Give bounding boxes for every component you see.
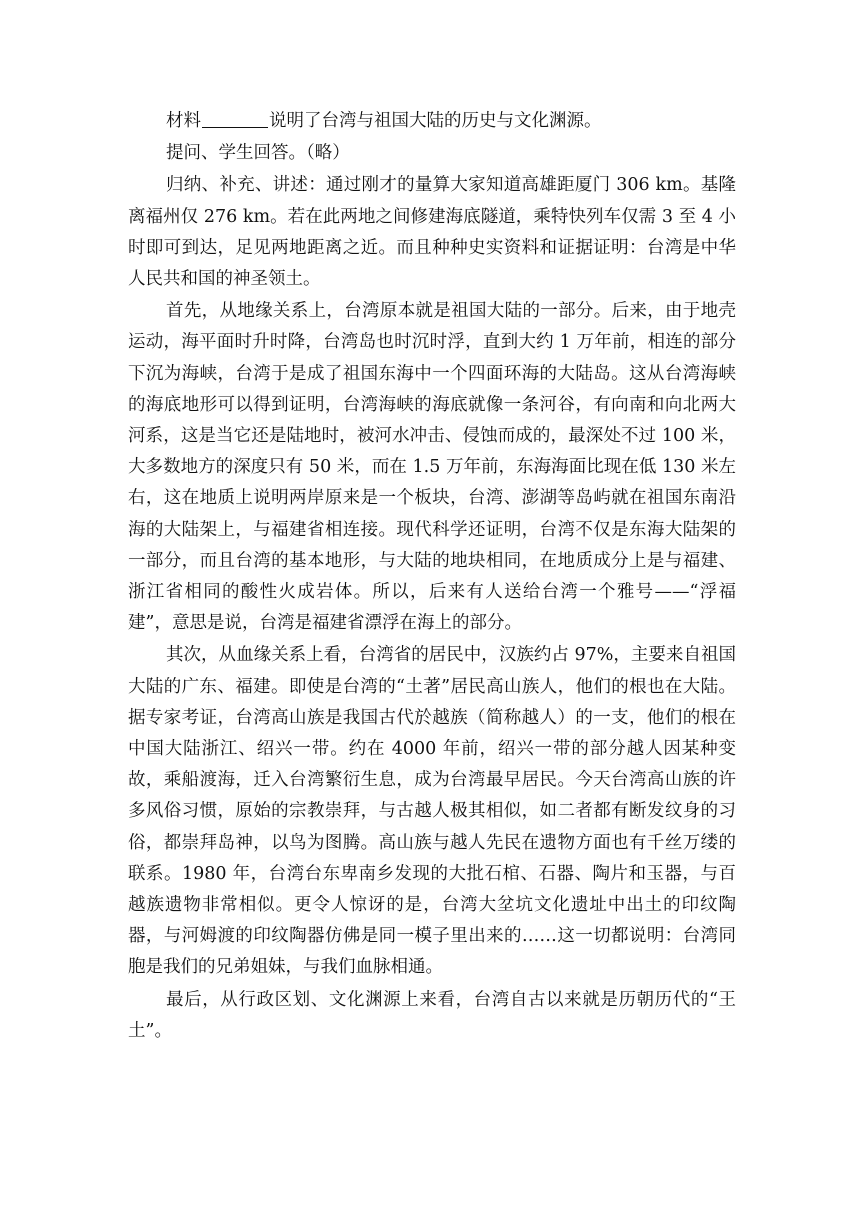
document-body <box>128 106 736 1047</box>
material-label: 材料 <box>166 111 201 131</box>
question-paragraph: 提问、学生回答。（略） <box>166 143 350 164</box>
geography-paragraph: 首先，从地缘关系上，台湾原本就是祖国大陆的一部分。后来，由于地壳运动，海平面时升时降，台湾岛也时沉时浮，直到大约 1 万年前，相连的部分下沉为海峡，台湾于是成了祖国东海中一个四面环海的大陆岛。这从台湾海峡的海底地形可以得到证明，台湾海峡的海底就像一条河谷，有向南和向北两大河系，这是当它还是陆地时，被河水冲击、侵蚀而成的，最深处不过 100 米，大多数地方的深度只有 50 米，而在 1.5 万年前，东海海面比现在低 130 米左右，这在地质上说明两岸原来是一个板块，台湾、澎湖等岛屿就在祖国东南沿海的大陆架上，与福建省相连接。现代科学还证明，台湾不仅是东海大陆架的一部分，而且台湾的基本地形，与大陆的地块相同，在地质成分上是与福建、浙江省相同的酸性火成岩体。所以，后来有人送给台湾一个雅号——“浮福建”，意思是说，台湾是福建省漂浮在海上的部分。 <box>128 301 736 634</box>
fill-in-blank <box>202 109 268 128</box>
bloodline-paragraph: 其次，从血缘关系上看，台湾省的居民中，汉族约占 97%，主要来自祖国大陆的广东、福建。即使是台湾的“土著”居民高山族人，他们的根也在大陆。据专家考证，台湾高山族是我国古代於越族（简称越人）的一支，他们的根在中国大陆浙江、绍兴一带。约在 4000 年前，绍兴一带的部分越人因某种变故，乘船渡海，迁入台湾繁衍生息，成为台湾最早居民。今天台湾高山族的许多风俗习惯，原始的宗教崇拜，与古越人极其相似，如二者都有断发纹身的习俗，都崇拜岛神，以鸟为图腾。高山族与越人先民在遗物方面也有千丝万缕的联系。1980 年，台湾台东卑南乡发现的大批石棺、石器、陶片和玉器，与百越族遗物非常相似。更令人惊讶的是，台湾大坌坑文化遗址中出土的印纹陶器，与河姆渡的印纹陶器仿佛是同一模子里出来的……这一切都说明：台湾同胞是我们的兄弟姐妹，与我们血脉相通。 <box>128 645 736 978</box>
material-paragraph <box>128 106 736 137</box>
summary-paragraph: 归纳、补充、讲述：通过刚才的量算大家知道高雄距厦门 306 km。基隆离福州仅 276 km。若在此两地之间修建海底隧道，乘特快列车仅需 3 至 4 小时即可到达，足见两地距离之近。而且种种史实资料和证据证明：台湾是中华人民共和国的神圣领土。 <box>128 175 736 290</box>
material-sentence: 说明了台湾与祖国大陆的历史与文化渊源。 <box>269 111 602 131</box>
administration-paragraph: 最后，从行政区划、文化渊源上来看，台湾自古以来就是历朝历代的“王土”。 <box>128 989 736 1041</box>
